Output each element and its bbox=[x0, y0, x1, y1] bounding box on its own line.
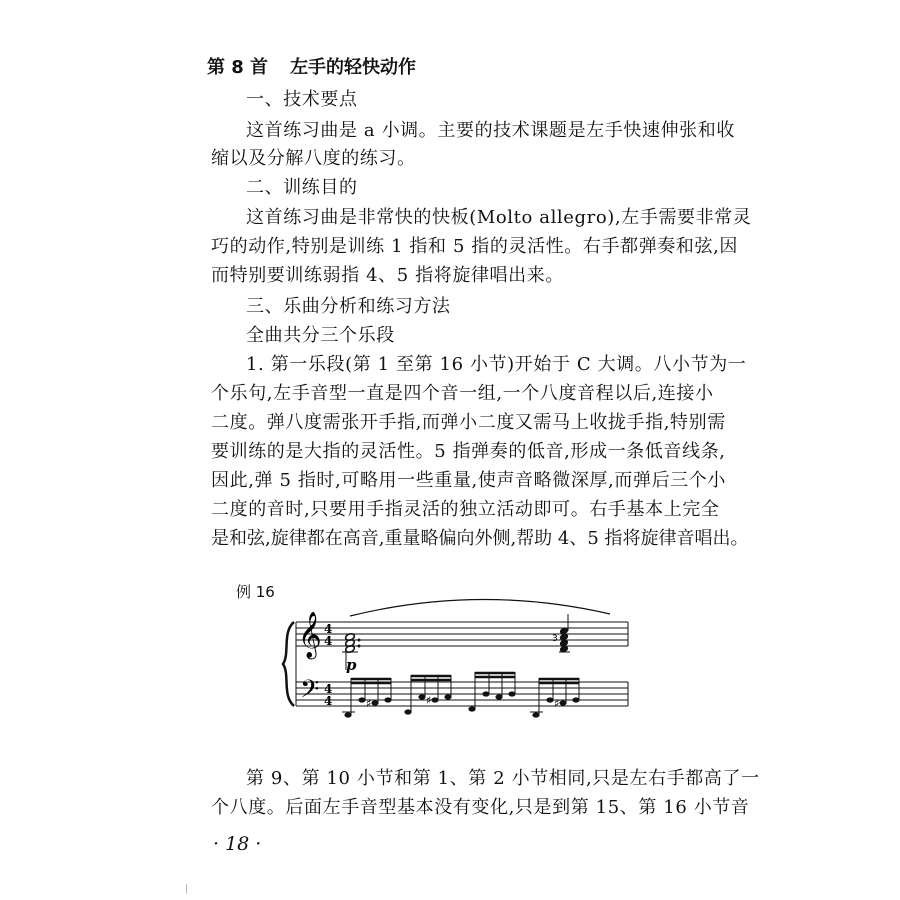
text-line: 巧的动作,特别是训练 1 指和 5 指的灵活性。右手都弹奏和弦,因 bbox=[211, 236, 739, 257]
text-line: 个乐句,左手音型一直是四个音一组,一个八度音程以后,连接小 bbox=[211, 383, 714, 404]
time-sig-top: 4 bbox=[324, 682, 333, 696]
fingering-number: 3 bbox=[552, 634, 558, 644]
text-line: 二度。弹八度需张开手指,而弹小二度又需马上收拢手指,特别需 bbox=[211, 412, 726, 433]
page-number: · 18 · bbox=[213, 833, 262, 855]
section-heading bbox=[207, 56, 416, 80]
text-line: 1. 第一乐段(第 1 至第 16 小节)开始于 C 大调。八小节为一 bbox=[246, 354, 747, 375]
heading-technique: 一、技术要点 bbox=[246, 89, 358, 110]
margin-mark bbox=[186, 884, 187, 894]
example-label: 例 16 bbox=[236, 583, 275, 601]
time-sig-bottom: 4 bbox=[324, 694, 333, 708]
sharp-icon: ♯ bbox=[426, 694, 432, 707]
sharp-icon: ♯ bbox=[554, 697, 560, 710]
text-line: 这首练习曲是 a 小调。主要的技术课题是左手快速伸张和收 bbox=[246, 120, 735, 141]
grand-staff-brace bbox=[283, 622, 294, 706]
slur bbox=[350, 599, 610, 616]
dot bbox=[358, 639, 361, 642]
music-score bbox=[280, 592, 640, 722]
time-sig-top: 4 bbox=[324, 622, 333, 636]
text-line: 而特别要训练弱指 4、5 指将旋律唱出来。 bbox=[211, 265, 564, 286]
left-hand-notes bbox=[344, 691, 579, 717]
section-title: 左手的轻快动作 bbox=[290, 57, 417, 78]
treble-clef-icon: 𝄞 bbox=[298, 612, 322, 658]
sharp-icon: ♯ bbox=[366, 697, 372, 710]
text-line: 二度的音时,只要用手指灵活的独立活动即可。右手基本上完全 bbox=[211, 499, 720, 520]
dot bbox=[358, 645, 361, 648]
text-line: 要训练的是大指的灵活性。5 指弹奏的低音,形成一条低音线条, bbox=[211, 441, 726, 462]
bass-staff bbox=[296, 682, 628, 706]
text-line: 第 9、第 10 小节和第 1、第 2 小节相同,只是左右手都高了一 bbox=[246, 768, 760, 789]
text-line: 缩以及分解八度的练习。 bbox=[211, 148, 416, 169]
heading-purpose: 二、训练目的 bbox=[246, 177, 358, 198]
section-number: 第 8 首 bbox=[207, 57, 269, 78]
subheading: 全曲共分三个乐段 bbox=[246, 325, 395, 346]
heading-analysis: 三、乐曲分析和练习方法 bbox=[246, 296, 451, 317]
text-line: 因此,弹 5 指时,可略用一些重量,使声音略微深厚,而弹后三个小 bbox=[211, 470, 726, 491]
text-line: 是和弦,旋律都在高音,重量略偏向外侧,帮助 4、5 指将旋律音唱出。 bbox=[211, 528, 749, 549]
time-sig-bottom: 4 bbox=[324, 634, 333, 648]
text-line: 个八度。后面左手音型基本没有变化,只是到第 15、第 16 小节音 bbox=[211, 797, 750, 818]
bass-clef-icon: 𝄢 bbox=[300, 675, 320, 710]
dynamic-marking: p bbox=[346, 656, 357, 674]
text-line: 这首练习曲是非常快的快板(Molto allegro),左手需要非常灵 bbox=[246, 207, 752, 228]
